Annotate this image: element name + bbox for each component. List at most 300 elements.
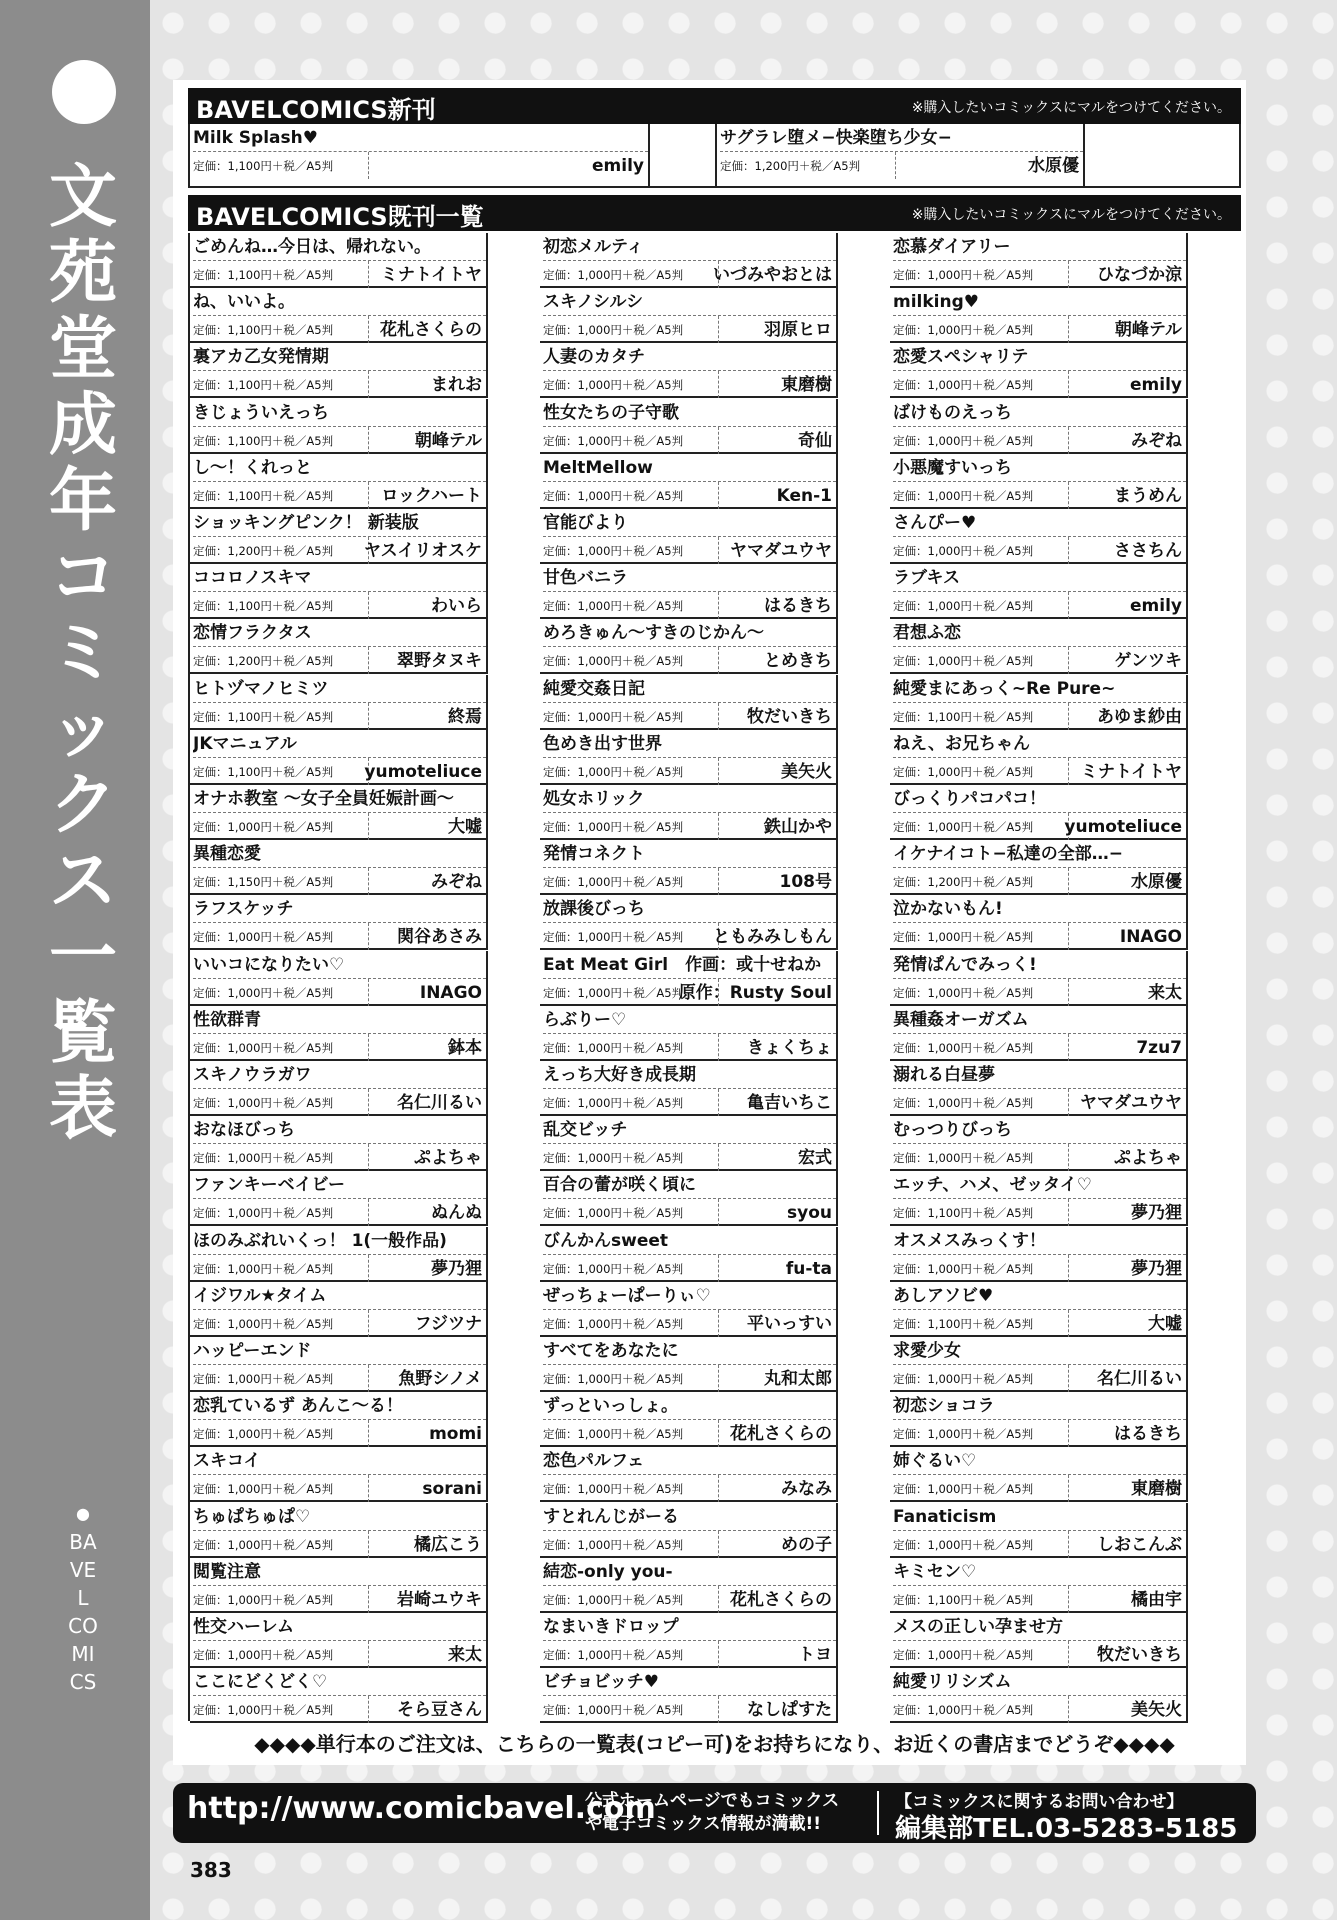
book-title: きじょういえっち	[193, 400, 486, 427]
checkmark-box[interactable]	[836, 288, 876, 343]
checkmark-box[interactable]	[836, 1613, 876, 1668]
book-price: 定価：1,000円＋税／A5判	[543, 1648, 684, 1662]
book-author: emily	[592, 156, 644, 176]
book-entry	[890, 785, 1188, 840]
divider	[718, 1641, 719, 1668]
checkmark-box[interactable]	[836, 343, 876, 398]
checkmark-box[interactable]	[836, 785, 876, 840]
book-entry	[890, 730, 1188, 785]
book-entry	[540, 1392, 838, 1447]
book-price: 定価：1,100円＋税／A5判	[893, 1206, 1034, 1221]
book-title: milking♥	[893, 289, 1186, 316]
book-title: びんかんsweet	[543, 1228, 836, 1255]
page-number: 383	[190, 1858, 232, 1882]
book-title: 恋愛スペシャリテ	[893, 344, 1186, 371]
checkmark-box[interactable]	[486, 619, 526, 674]
book-entry	[890, 399, 1188, 454]
book-author: ぷよちゃ	[414, 1148, 482, 1169]
book-price: 定価：1,100円＋税／A5判	[193, 378, 334, 393]
book-entry	[890, 1116, 1188, 1171]
divider	[368, 1310, 369, 1337]
book-entry	[540, 288, 838, 343]
book-author: 花札さくらの	[730, 1424, 832, 1445]
book-price: 定価：1,000円＋税／A5判	[543, 1040, 684, 1055]
book-author: きょくちょ	[747, 1037, 832, 1058]
checkmark-box[interactable]	[486, 1503, 526, 1558]
book-price: 定価：1,000円＋税／A5判	[893, 1703, 1034, 1718]
checkmark-box[interactable]	[1186, 1392, 1226, 1447]
checkmark-box[interactable]	[836, 675, 876, 730]
book-author: 名仁川るい	[1097, 1369, 1182, 1389]
book-title: ほのみぶれいくっ！ 1(一般作品)	[193, 1228, 486, 1255]
book-entry	[890, 233, 1188, 288]
divider	[718, 758, 719, 785]
checkmark-box[interactable]	[1186, 730, 1226, 785]
checkmark-box[interactable]	[836, 1116, 876, 1171]
checkmark-box[interactable]	[836, 1558, 876, 1613]
checkmark-box[interactable]	[486, 288, 526, 343]
checkmark-box[interactable]	[486, 1613, 526, 1668]
sidebar-subtitle-text: BAVEL COMICS	[68, 1530, 98, 1694]
book-title: 結恋-only you-	[543, 1559, 836, 1586]
book-price: 定価：1,100円＋税／A5判	[193, 764, 334, 779]
book-price: 定価：1,000円＋税／A5判	[543, 1151, 684, 1166]
book-price: 定価：1,200円＋税／A5判	[893, 875, 1034, 890]
book-price: 定価：1,000円＋税／A5判	[893, 1537, 1034, 1552]
book-price: 定価：1,200円＋税／A5判	[193, 654, 334, 669]
checkmark-box[interactable]	[836, 1227, 876, 1282]
book-author: 美矢火	[781, 761, 832, 782]
checkmark-box[interactable]	[1186, 1061, 1226, 1116]
checkmark-box[interactable]	[836, 1503, 876, 1558]
divider	[1068, 868, 1069, 895]
sidebar-subtitle	[68, 1500, 98, 1696]
checkmark-box[interactable]	[1186, 619, 1226, 674]
checkmark-box[interactable]	[836, 454, 876, 509]
book-price: 定価：1,000円＋税／A5判	[543, 709, 684, 724]
book-author: 朝峰テル	[1114, 320, 1182, 341]
divider	[718, 1199, 719, 1226]
promo-line: 公式ホームページでもコミックス	[585, 1791, 840, 1811]
checkmark-box[interactable]	[836, 951, 876, 1006]
book-price: 定価：1,000円＋税／A5判	[893, 323, 1034, 338]
book-price: 定価：1,000円＋税／A5判	[543, 654, 684, 669]
checkmark-box[interactable]	[1186, 454, 1226, 509]
divider	[718, 1696, 719, 1723]
book-title: サグラレ堕メ−快楽堕ち少女−	[720, 125, 1083, 152]
checkmark-box[interactable]	[1186, 399, 1226, 454]
book-price: 定価：1,000円＋税／A5判	[543, 875, 684, 890]
book-entry	[890, 564, 1188, 619]
book-author: 翠野タヌキ	[397, 651, 482, 672]
checkmark-box[interactable]	[1186, 675, 1226, 730]
book-title: さんぴー♥	[893, 510, 1186, 537]
book-entry	[540, 1282, 838, 1337]
checkmark-box[interactable]	[1186, 1282, 1226, 1337]
checkmark-box[interactable]	[486, 1061, 526, 1116]
checkmark-box[interactable]	[486, 1171, 526, 1226]
book-price: 定価：1,000円＋税／A5判	[193, 1040, 334, 1055]
book-entry	[540, 454, 838, 509]
checkmark-box[interactable]	[1186, 951, 1226, 1006]
checkmark-box[interactable]	[486, 233, 526, 288]
checkmark-box[interactable]	[1186, 564, 1226, 619]
divider	[718, 647, 719, 674]
book-author: めの子	[781, 1534, 832, 1555]
checkmark-box[interactable]	[486, 399, 526, 454]
book-author: 奇仙	[798, 430, 832, 451]
checkmark-box[interactable]	[836, 1668, 876, 1723]
book-entry	[190, 1171, 488, 1226]
book-price: 定価：1,100円＋税／A5判	[193, 433, 334, 448]
book-entry	[540, 1227, 838, 1282]
checkmark-box[interactable]	[486, 895, 526, 950]
new-releases-heading: BAVELCOMICS新刊	[196, 96, 436, 124]
book-title: ね、いいよ。	[193, 289, 486, 316]
book-entry	[190, 1613, 488, 1668]
book-price: 定価：1,000円＋税／A5判	[893, 820, 1034, 834]
divider	[368, 1144, 369, 1171]
book-price: 定価：1,000円＋税／A5判	[893, 1482, 1034, 1497]
checkmark-box[interactable]	[836, 233, 876, 288]
book-author: momi	[429, 1424, 482, 1445]
book-title: ココロノスキマ	[193, 565, 486, 592]
divider	[368, 1089, 369, 1116]
book-entry	[190, 730, 488, 785]
book-price: 定価：1,000円＋税／A5判	[543, 1316, 684, 1331]
checkmark-box[interactable]	[836, 895, 876, 950]
book-entry	[540, 1061, 838, 1116]
book-author: しおこんぶ	[1097, 1534, 1182, 1555]
divider	[718, 1531, 719, 1558]
book-author: 関谷あさみ	[397, 927, 482, 948]
book-title: ビチョビッチ♥	[543, 1669, 836, 1696]
divider	[368, 813, 369, 840]
book-title: ぜっちょーぱーりぃ♡	[543, 1283, 836, 1310]
website-link[interactable]: http://www.comicbavel.com	[187, 1791, 656, 1826]
footer-divider	[877, 1791, 879, 1835]
book-entry	[540, 951, 838, 1006]
checkmark-box[interactable]	[836, 399, 876, 454]
book-price: 定価：1,100円＋税／A5判	[193, 488, 334, 503]
checkmark-box[interactable]	[486, 1282, 526, 1337]
divider	[1068, 1034, 1069, 1061]
book-title: なまいきドロップ	[543, 1614, 836, 1641]
book-author: まうめん	[1114, 485, 1182, 506]
checkmark-box[interactable]	[486, 675, 526, 730]
book-entry	[540, 1171, 838, 1226]
book-entry	[890, 1558, 1188, 1613]
book-price: 定価：1,000円＋税／A5判	[193, 1648, 334, 1662]
backlist-grid	[188, 233, 1241, 1721]
book-title: いいコになりたい♡	[193, 952, 486, 979]
book-title: ショッキングピンク！ 新装版	[193, 510, 486, 537]
checkmark-box[interactable]	[1186, 1503, 1226, 1558]
book-entry	[190, 564, 488, 619]
checkmark-box[interactable]	[1186, 509, 1226, 564]
checkmark-box[interactable]	[486, 509, 526, 564]
book-author: 花札さくらの	[730, 1589, 832, 1610]
divider	[368, 1641, 369, 1668]
checkmark-box[interactable]	[836, 1392, 876, 1447]
book-price: 定価：1,100円＋税／A5判	[193, 323, 334, 338]
book-price: 定価：1,000円＋税／A5判	[193, 1151, 334, 1166]
book-author: 美矢火	[1131, 1700, 1182, 1721]
book-entry	[540, 895, 838, 950]
checkmark-box[interactable]	[486, 1668, 526, 1723]
checkmark-box[interactable]	[1186, 1447, 1226, 1502]
book-entry	[890, 1668, 1188, 1723]
checkmark-box[interactable]	[1186, 1337, 1226, 1392]
book-price: 定価：1,000円＋税／A5判	[543, 1261, 684, 1276]
book-price: 定価：1,000円＋税／A5判	[893, 930, 1034, 945]
book-price: 定価：1,000円＋税／A5判	[893, 488, 1034, 503]
checkmark-box[interactable]	[836, 564, 876, 619]
book-author: みなみ	[781, 1479, 832, 1500]
book-author: 鉢本	[448, 1037, 482, 1058]
book-title: むっつりびっち	[893, 1117, 1186, 1144]
book-price: 定価：1,000円＋税／A5判	[543, 268, 684, 282]
divider	[368, 1475, 369, 1502]
book-price: 定価：1,000円＋税／A5判	[543, 433, 684, 448]
divider	[368, 979, 369, 1006]
divider	[1068, 261, 1069, 288]
checkmark-box[interactable]	[836, 1006, 876, 1061]
book-price: 定価：1,000円＋税／A5判	[893, 378, 1034, 393]
book-title: 君想ふ恋	[893, 620, 1186, 647]
checkmark-box[interactable]	[1186, 840, 1226, 895]
book-price: 定価：1,000円＋税／A5判	[193, 820, 334, 834]
book-entry	[540, 399, 838, 454]
book-title: ラフスケッチ	[193, 896, 486, 923]
checkmark-box[interactable]	[486, 564, 526, 619]
book-entry	[890, 675, 1188, 730]
book-entry	[890, 1337, 1188, 1392]
divider	[368, 371, 369, 398]
book-price: 定価：1,000円＋税／A5判	[893, 1648, 1034, 1662]
book-price: 定価：1,150円＋税／A5判	[193, 875, 334, 890]
book-price: 定価：1,000円＋税／A5判	[543, 544, 684, 558]
book-author: みぞね	[1131, 430, 1182, 451]
checkmark-box[interactable]	[486, 1006, 526, 1061]
checkmark-box[interactable]	[1186, 1668, 1226, 1723]
checkmark-box[interactable]	[1186, 1171, 1226, 1226]
book-author: ゲンツキ	[1114, 651, 1182, 672]
book-entry	[190, 399, 488, 454]
book-entry	[890, 343, 1188, 398]
divider	[1068, 1365, 1069, 1392]
checkmark-box[interactable]	[486, 343, 526, 398]
book-entry	[190, 675, 488, 730]
book-author: 花札さくらの	[380, 320, 482, 341]
book-price: 定価：1,000円＋税／A5判	[543, 378, 684, 393]
book-price: 定価：1,000円＋税／A5判	[193, 1316, 334, 1331]
book-price: 定価：1,000円＋税／A5判	[193, 1096, 334, 1110]
contact-label: 【コミックスに関するお問い合わせ】	[895, 1792, 1184, 1812]
book-entry	[540, 509, 838, 564]
book-price: 定価：1,000円＋税／A5判	[893, 1372, 1034, 1386]
book-title: イケナイコト−私達の全部…−	[893, 841, 1186, 868]
book-author: Ken-1	[776, 485, 832, 506]
checkmark-box[interactable]	[836, 509, 876, 564]
book-entry	[190, 509, 488, 564]
book-title: ずっといっしょ。	[543, 1393, 836, 1420]
book-title: 官能びより	[543, 510, 836, 537]
book-entry	[890, 1503, 1188, 1558]
book-author: 来太	[1148, 982, 1182, 1003]
checkmark-box[interactable]	[836, 1282, 876, 1337]
checkmark-box[interactable]	[1186, 895, 1226, 950]
book-entry	[890, 1006, 1188, 1061]
checkmark-box[interactable]	[836, 619, 876, 674]
divider	[1068, 1531, 1069, 1558]
book-author: 平いっすい	[747, 1313, 832, 1334]
book-entry	[190, 1061, 488, 1116]
checkmark-box[interactable]	[486, 1337, 526, 1392]
book-entry	[190, 454, 488, 509]
book-price: 定価：1,000円＋税／A5判	[893, 599, 1034, 614]
divider	[368, 1420, 369, 1447]
divider	[368, 316, 369, 343]
book-title: エッチ、ハメ、ゼッタイ♡	[893, 1172, 1186, 1199]
checkmark-box[interactable]	[1186, 1227, 1226, 1282]
book-entry	[190, 1282, 488, 1337]
book-author: なしぱすた	[747, 1700, 832, 1721]
checkmark-box[interactable]	[836, 1447, 876, 1502]
book-author: INAGO	[419, 982, 482, 1003]
divider	[718, 1586, 719, 1613]
book-author: ヤマダユウヤ	[1080, 1093, 1182, 1113]
checkmark-box[interactable]	[1186, 1613, 1226, 1668]
divider	[718, 1475, 719, 1502]
divider	[718, 1420, 719, 1447]
book-author: あゆま紗由	[1097, 706, 1182, 727]
book-entry	[190, 233, 488, 288]
checkmark-box[interactable]	[486, 1116, 526, 1171]
book-author: 水原優	[1028, 156, 1079, 176]
book-entry	[890, 619, 1188, 674]
book-price: 定価：1,000円＋税／A5判	[543, 1703, 684, 1718]
book-title: ちゅぱちゅぱ♡	[193, 1504, 486, 1531]
book-entry	[890, 895, 1188, 950]
book-entry	[190, 895, 488, 950]
divider	[1068, 647, 1069, 674]
book-price: 定価：1,000円＋税／A5判	[543, 1372, 684, 1386]
checkmark-box[interactable]	[486, 454, 526, 509]
divider	[368, 703, 369, 730]
book-title: 甘色バニラ	[543, 565, 836, 592]
book-entry	[890, 1227, 1188, 1282]
checkmark-box[interactable]	[486, 951, 526, 1006]
book-price: 定価：1,000円＋税／A5判	[193, 1372, 334, 1386]
checkmark-box[interactable]	[836, 840, 876, 895]
checkmark-box[interactable]	[486, 1392, 526, 1447]
divider	[368, 1531, 369, 1558]
checkmark-box[interactable]	[486, 1558, 526, 1613]
checkmark-box[interactable]	[1186, 343, 1226, 398]
divider	[1068, 758, 1069, 785]
book-title: JKマニュアル	[193, 731, 486, 758]
divider	[1068, 1144, 1069, 1171]
book-author: 宏式	[798, 1148, 832, 1169]
divider	[1068, 537, 1069, 564]
book-entry	[190, 951, 488, 1006]
checkmark-box[interactable]	[486, 1447, 526, 1502]
book-author: ミナトイトヤ	[1080, 761, 1182, 782]
checkmark-box[interactable]	[1186, 785, 1226, 840]
book-price: 定価：1,000円＋税／A5判	[543, 985, 684, 1000]
checkmark-box[interactable]	[486, 840, 526, 895]
checkmark-box[interactable]	[486, 730, 526, 785]
divider	[1068, 427, 1069, 454]
backlist-header	[188, 195, 1241, 231]
checkmark-box[interactable]	[836, 1337, 876, 1392]
book-price: 定価：1,000円＋税／A5判	[543, 820, 684, 834]
divider	[1068, 1089, 1069, 1116]
sidebar-dot	[52, 60, 116, 124]
checkmark-box[interactable]	[1186, 1006, 1226, 1061]
divider	[368, 1034, 369, 1061]
book-author: ロックハート	[381, 485, 482, 506]
checkmark-box[interactable]	[1186, 233, 1226, 288]
checkmark-box[interactable]	[1186, 1116, 1226, 1171]
checkmark-box[interactable]	[486, 1227, 526, 1282]
book-author: 夢乃狸	[1131, 1203, 1182, 1224]
book-author: 108号	[779, 872, 832, 893]
book-title: スキノシルシ	[543, 289, 836, 316]
checkmark-box[interactable]	[836, 1171, 876, 1226]
book-title: めろきゅん〜すきのじかん〜	[543, 620, 836, 647]
book-price: 定価：1,000円＋税／A5判	[893, 764, 1034, 779]
new-release-item	[715, 124, 1085, 186]
book-price: 定価：1,100円＋税／A5判	[893, 709, 1034, 724]
book-title: 性女たちの子守歌	[543, 400, 836, 427]
book-title: 純愛リリシズム	[893, 1669, 1186, 1696]
book-entry	[190, 619, 488, 674]
book-title: Eat Meat Girl 作画：或十せねか	[543, 952, 836, 979]
divider	[1068, 1475, 1069, 1502]
checkmark-box[interactable]	[836, 1061, 876, 1116]
book-entry	[190, 343, 488, 398]
book-price: 定価：1,000円＋税／A5判	[543, 1592, 684, 1607]
book-price: 定価：1,000円＋税／A5判	[543, 1096, 684, 1110]
book-author: 7zu7	[1136, 1037, 1182, 1058]
divider	[1068, 1255, 1069, 1282]
divider	[1068, 592, 1069, 619]
divider	[718, 1365, 719, 1392]
divider	[718, 537, 719, 564]
book-author: 東磨樹	[781, 375, 832, 396]
book-entry	[540, 1006, 838, 1061]
order-notice: ◆◆◆◆単行本のご注文は、こちらの一覧表(コピー可)をお持ちになり、お近くの書店までどうぞ◆◆◆◆	[254, 1732, 1175, 1756]
divider	[718, 868, 719, 895]
book-author: フジツナ	[414, 1313, 482, 1334]
book-title: 処女ホリック	[543, 786, 836, 813]
checkmark-box[interactable]	[1186, 1558, 1226, 1613]
checkmark-box[interactable]	[486, 785, 526, 840]
checkmark-box[interactable]	[1186, 288, 1226, 343]
book-entry	[540, 1337, 838, 1392]
book-title: えっち大好き成長期	[543, 1062, 836, 1089]
divider	[718, 1255, 719, 1282]
book-entry	[190, 1227, 488, 1282]
book-title: 小悪魔すいっち	[893, 455, 1186, 482]
divider	[895, 152, 896, 179]
book-title: 乱交ビッチ	[543, 1117, 836, 1144]
checkmark-box[interactable]	[836, 730, 876, 785]
book-author: ミナトイトヤ	[380, 265, 482, 285]
sidebar-title: 文苑堂成年コミックス一覧表	[48, 158, 117, 1149]
